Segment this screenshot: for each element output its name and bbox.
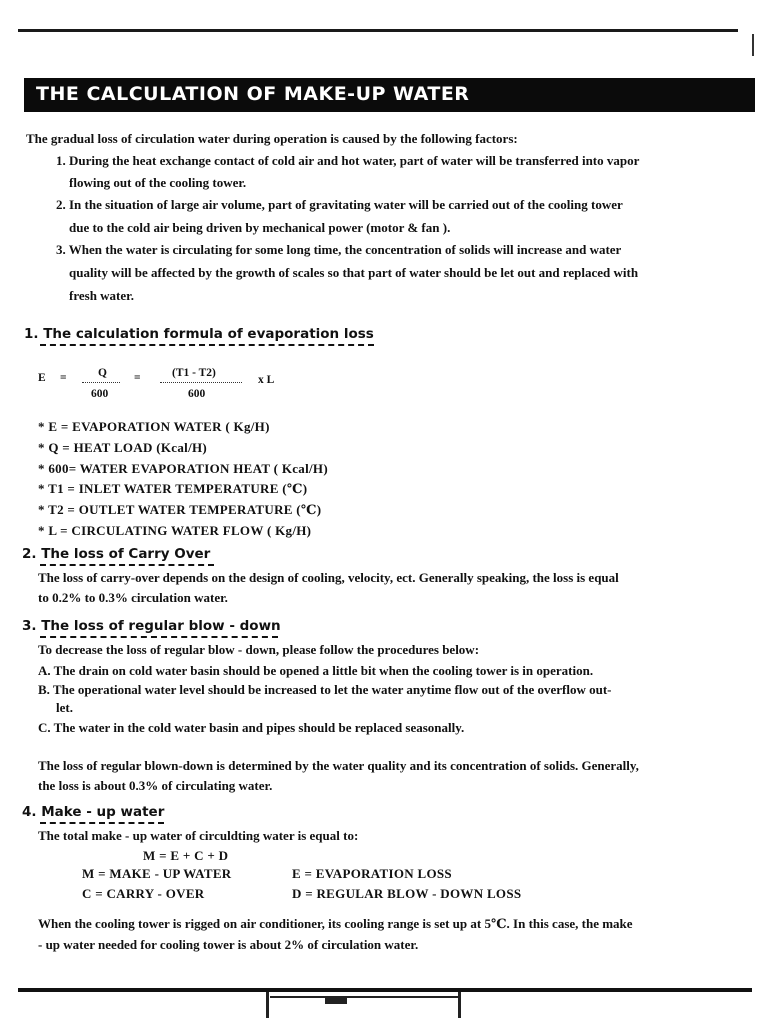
definition-t2: * T2 = OUTLET WATER TEMPERATURE (℃): [38, 502, 322, 517]
section-3-underline: [40, 636, 278, 638]
definition-q: * Q = HEAT LOAD (Kcal/H): [38, 440, 208, 455]
page-title: THE CALCULATION OF MAKE-UP WATER: [36, 83, 470, 105]
section-4-para-line-2: - up water needed for cooling tower is about 2% of circulation water.: [38, 937, 419, 952]
corner-mark: [752, 34, 754, 56]
binding-mark-right: [458, 992, 461, 1018]
section-3-item-b-line-2: let.: [56, 700, 73, 715]
intro-lead: The gradual loss of circulation water during operation is caused by the following factors:: [26, 131, 518, 146]
intro-item-2-line-2: due to the cold air being driven by mechanical power (motor & fan ).: [69, 220, 451, 235]
intro-item-1-line-2: flowing out of the cooling tower.: [69, 175, 247, 190]
section-3-item-a: A. The drain on cold water basin should be opened a little bit when the cooling tower is in operation.: [38, 663, 594, 678]
legend-m: M = MAKE - UP WATER: [82, 866, 232, 881]
legend-d: D = REGULAR BLOW - DOWN LOSS: [292, 886, 522, 901]
section-2-heading: 2. The loss of Carry Over: [22, 546, 211, 562]
section-3-para-line-1: The loss of regular blown-down is determined by the water quality and its concentration of solids. Generally,: [38, 758, 639, 773]
definition-t1: * T1 = INLET WATER TEMPERATURE (℃): [38, 481, 308, 496]
top-rule: [18, 29, 738, 32]
intro-item-1-line-1: 1. During the heat exchange contact of cold air and hot water, part of water will be transferred into vapor: [56, 153, 640, 168]
definition-l: * L = CIRCULATING WATER FLOW ( Kg/H): [38, 523, 312, 538]
intro-item-3-line-3: fresh water.: [69, 288, 134, 303]
section-2-line-1: The loss of carry-over depends on the design of cooling, velocity, ect. Generally speaking, the loss is equal: [38, 570, 619, 585]
formula-lhs: E: [38, 372, 46, 384]
section-4-heading: 4. Make - up water: [22, 804, 165, 820]
makeup-formula: M = E + C + D: [143, 848, 229, 863]
section-3-item-b-line-1: B. The operational water level should be increased to let the water anytime flow out of the overflow out-: [38, 682, 612, 697]
fraction-line-2: [160, 382, 242, 383]
section-3-line-1: To decrease the loss of regular blow - down, please follow the procedures below:: [38, 642, 480, 657]
section-4-underline: [40, 822, 164, 824]
title-bar: [24, 78, 755, 112]
section-3-item-c: C. The water in the cold water basin and pipes should be replaced seasonally.: [38, 720, 465, 735]
section-1-underline: [40, 344, 374, 346]
formula-denominator-1: 600: [91, 388, 109, 400]
definition-e: * E = EVAPORATION WATER ( Kg/H): [38, 419, 270, 434]
section-3-heading: 3. The loss of regular blow - down: [22, 618, 281, 634]
intro-item-3-line-2: quality will be affected by the growth of scales so that part of water should be let out and replaced with: [69, 265, 639, 280]
section-1-heading: 1. The calculation formula of evaporation loss: [24, 326, 374, 342]
fraction-line-1: [82, 382, 120, 383]
intro-item-2-line-1: 2. In the situation of large air volume, part of gravitating water will be carried out of the cooling tower: [56, 197, 623, 212]
definition-600: * 600= WATER EVAPORATION HEAT ( Kcal/H): [38, 461, 328, 476]
intro-item-3-line-1: 3. When the water is circulating for some long time, the concentration of solids will increase and water: [56, 242, 622, 257]
binding-mark-block: [325, 996, 347, 1004]
formula-tail: x L: [258, 374, 275, 386]
section-2-underline: [40, 564, 214, 566]
section-2-line-2: to 0.2% to 0.3% circulation water.: [38, 590, 228, 605]
formula-equals-1: =: [60, 372, 67, 384]
bottom-rule: [18, 988, 752, 992]
legend-e: E = EVAPORATION LOSS: [292, 866, 452, 881]
formula-numerator-2: (T1 - T2): [172, 367, 216, 379]
binding-mark-bar: [270, 996, 460, 998]
section-4-line-1: The total make - up water of circuldting water is equal to:: [38, 828, 359, 843]
formula-numerator-1: Q: [98, 367, 107, 379]
formula-equals-2: =: [134, 372, 141, 384]
section-4-para-line-1: When the cooling tower is rigged on air conditioner, its cooling range is set up at 5℃. In this case, the make: [38, 916, 633, 931]
section-3-para-line-2: the loss is about 0.3% of circulating water.: [38, 778, 273, 793]
binding-mark-left: [266, 992, 269, 1018]
legend-c: C = CARRY - OVER: [82, 886, 205, 901]
formula-denominator-2: 600: [188, 388, 206, 400]
